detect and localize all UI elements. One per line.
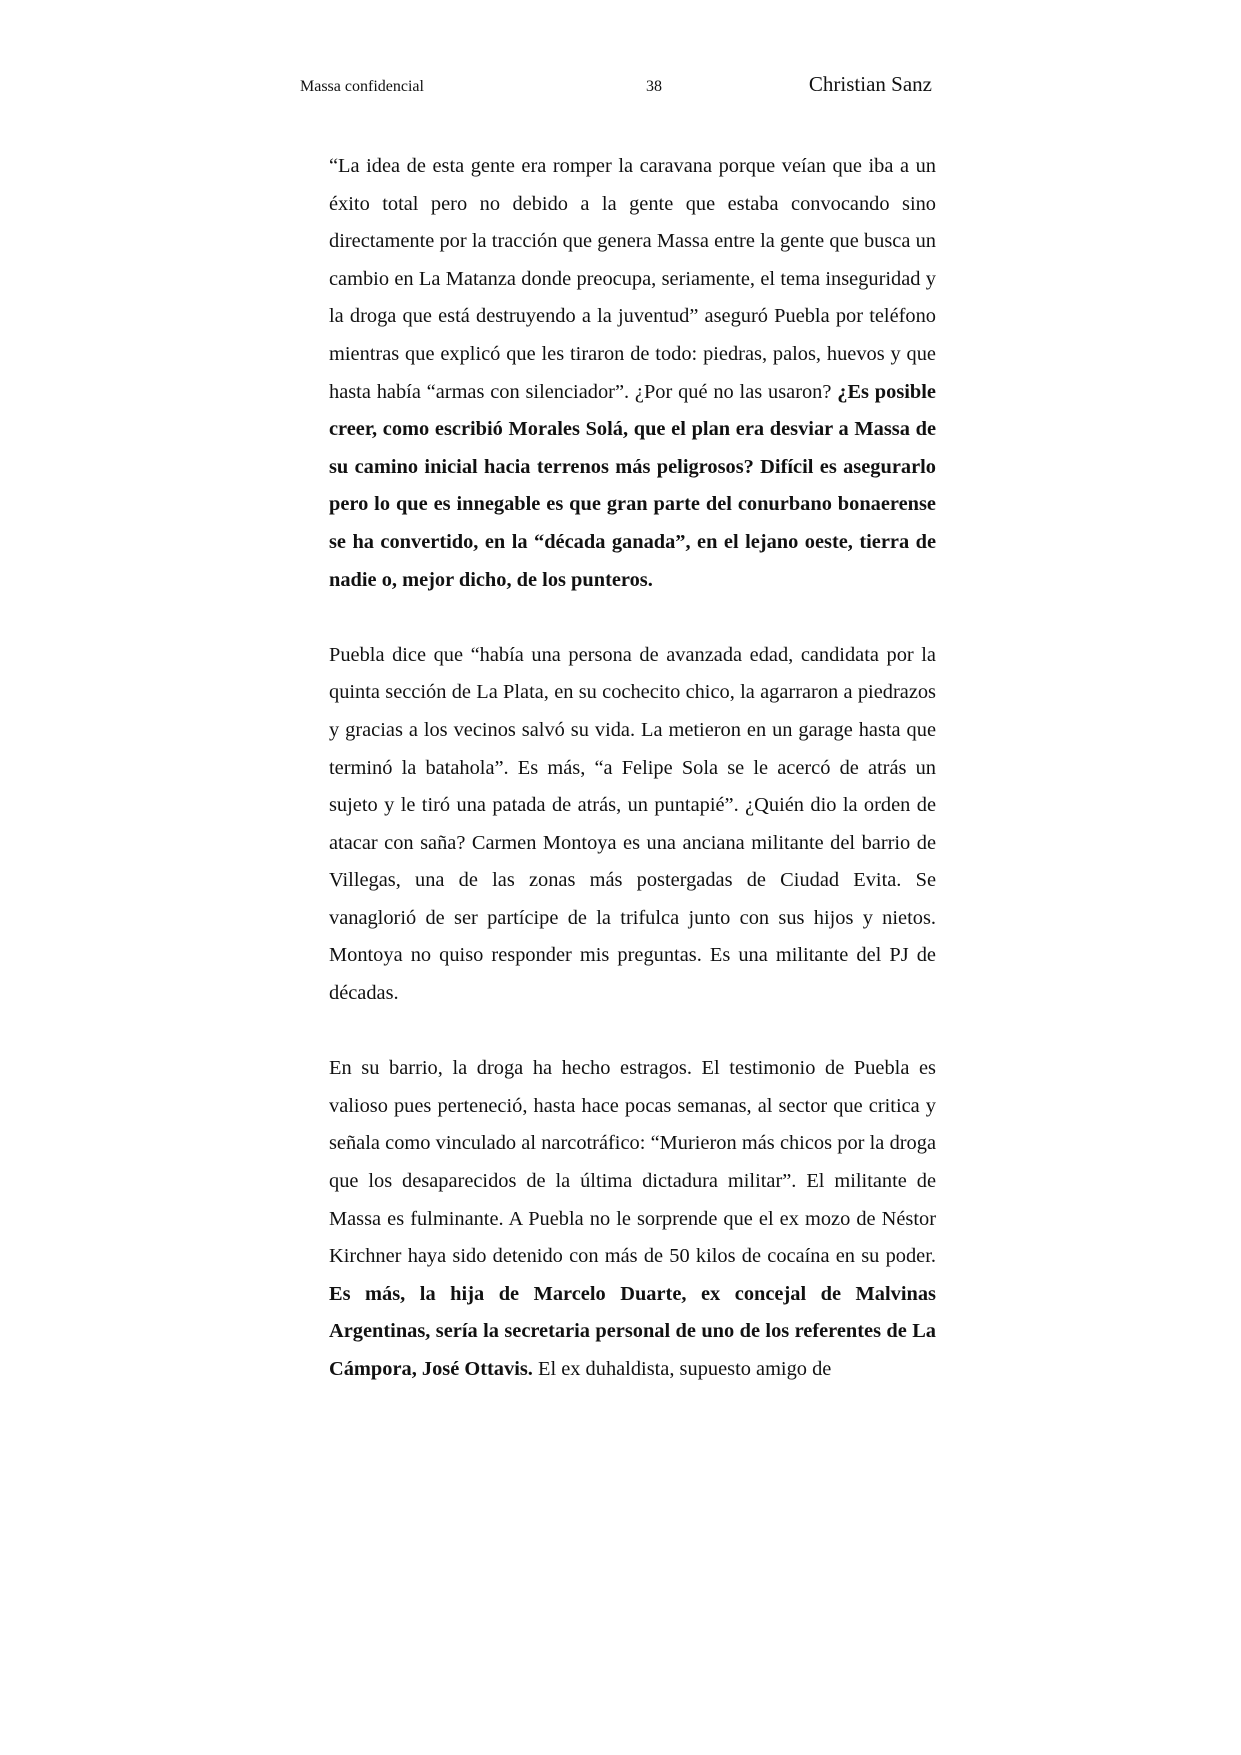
paragraph-text: En su barrio, la droga ha hecho estragos. El testimonio de Puebla es valioso pues perteneció, hasta hace pocas semanas, al sector que critica y señala como vinculado al narcotráfico: “Murieron más chicos por la droga que los desaparecidos de la última dictadura militar”. El militante de Massa es fulminante. A Puebla no le sorprende que el ex mozo de Néstor Kirchner haya sido detenido con más de 50 kilos de cocaína en su poder. <box>329 1057 936 1268</box>
paragraph-text: Puebla dice que “había una persona de avanzada edad, candidata por la quinta sección de La Plata, en su cochecito chico, la agarraron a piedrazos y gracias a los vecinos salvó su vida. La metieron en un garage hasta que terminó la batahola”. Es más, “a Felipe Sola se le acercó de atrás un sujeto y le tiró una patada de atrás, un puntapié”. ¿Quién dio la orden de atacar con saña? Carmen Montoya es una anciana militante del barrio de Villegas, una de las zonas más postergadas de Ciudad Evita. Se vanaglorió de ser partícipe de la trifulca junto con sus hijos y nietos. Montoya no quiso responder mis preguntas. Es una militante del PJ de décadas. <box>329 643 936 1005</box>
page-number: 38 <box>646 78 662 95</box>
paragraph-text: El ex duhaldista, supuesto amigo de <box>532 1358 832 1380</box>
paragraph-text: “La idea de esta gente era romper la caravana porque veían que iba a un éxito total pero no debido a la gente que estaba convocando sino directamente por la tracción que genera Massa entre la gente que busca un cambio en La Matanza donde preocupa, seriamente, el tema inseguridad y la droga que está destruyendo a la juventud” aseguró Puebla por teléfono mientras que explicó que les tiraron de todo: piedras, palos, huevos y que hasta había “armas con silenciador”. ¿Por qué no las usaron? <box>329 155 936 403</box>
body-text <box>329 148 936 1426</box>
running-header-title: Massa confidencial <box>300 78 424 95</box>
paragraph <box>329 148 936 599</box>
paragraph <box>329 1050 936 1388</box>
page-header <box>300 72 932 102</box>
author-name: Christian Sanz <box>808 72 932 96</box>
paragraph <box>329 637 936 1013</box>
bold-passage: ¿Es posible creer, como escribió Morales Solá, que el plan era desviar a Massa de su camino inicial hacia terrenos más peligrosos? Difícil es asegurarlo pero lo que es innegable es que gran parte del conurbano bonaerense se ha convertido, en la “década ganada”, en el lejano oeste, tierra de nadie o, mejor dicho, de los punteros. <box>329 380 936 591</box>
bold-passage: Es más, la hija de Marcelo Duarte, ex concejal de Malvinas Argentinas, sería la secretaria personal de uno de los referentes de La Cámpora, José Ottavis. <box>329 1282 936 1380</box>
